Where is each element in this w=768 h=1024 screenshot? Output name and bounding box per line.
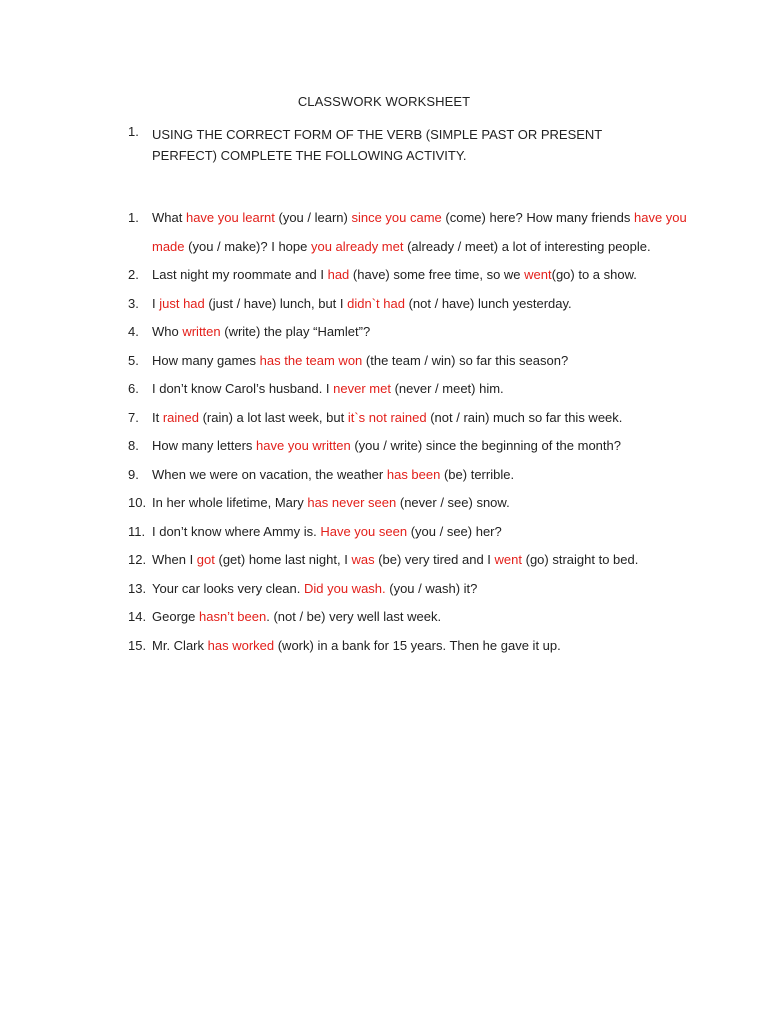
- prompt-text: (just / have) lunch, but I: [204, 295, 348, 311]
- exercise-item: [128, 603, 688, 632]
- item-text: [152, 324, 370, 339]
- item-text: [152, 381, 504, 396]
- item-text: [152, 353, 568, 368]
- prompt-text: Your car looks very clean.: [152, 580, 304, 596]
- item-number: 7.: [128, 409, 139, 425]
- prompt-text: What: [152, 210, 186, 225]
- worksheet-title: CLASSWORK WORKSHEET: [297, 94, 471, 109]
- prompt-text: In her whole lifetime, Mary: [152, 495, 308, 510]
- prompt-text: (already / meet) a lot of interesting people.: [403, 238, 651, 254]
- prompt-text: (get) home last night, I: [214, 552, 352, 567]
- item-number: 13.: [128, 580, 147, 596]
- instruction-number: 1.: [128, 124, 139, 139]
- exercise-item: [128, 432, 688, 461]
- answer-text: written: [182, 324, 221, 339]
- prompt-text: It: [152, 409, 163, 425]
- item-number: 14.: [128, 609, 147, 624]
- answer-text: rained: [162, 409, 199, 425]
- answer-text: Have you seen: [320, 523, 408, 539]
- answer-text: went: [494, 552, 522, 567]
- answer-text: has the team won: [259, 352, 363, 368]
- prompt-text: How many games: [152, 352, 260, 368]
- prompt-text: I don’t know Carol’s husband. I: [152, 381, 334, 396]
- exercise-item: [128, 632, 688, 661]
- item-text: [152, 467, 514, 482]
- exercise-item: [128, 347, 688, 376]
- answer-text: Did you wash.: [303, 580, 386, 596]
- item-number: 10.: [128, 495, 147, 510]
- item-number: 4.: [128, 324, 139, 339]
- prompt-text: (go) straight to bed.: [522, 552, 639, 567]
- instruction-block: [128, 124, 668, 166]
- item-number: 15.: [128, 637, 147, 653]
- item-number: 3.: [128, 295, 139, 311]
- item-text: [152, 581, 477, 596]
- exercise-item: [128, 461, 688, 490]
- prompt-text: (never / see) snow.: [396, 495, 510, 510]
- answer-text: got: [196, 552, 215, 567]
- prompt-text: I: [152, 295, 160, 311]
- item-text: [152, 267, 637, 282]
- item-number: 9.: [128, 466, 139, 482]
- answer-text: hasn’t been: [198, 609, 267, 624]
- prompt-text: When I: [152, 552, 197, 567]
- item-text: [152, 552, 638, 567]
- prompt-text: (you / learn): [274, 210, 352, 225]
- item-text: [152, 638, 561, 653]
- prompt-text: (the team / win) so far this season?: [362, 352, 569, 368]
- prompt-text: I don’t know where Ammy is.: [152, 523, 321, 539]
- prompt-text: (not / have) lunch yesterday.: [404, 295, 572, 311]
- instruction-text: USING THE CORRECT FORM OF THE VERB (SIMPLE PAST OR PRESENT PERFECT) COMPLETE THE FOLLOWING ACTIVITY.: [152, 127, 603, 163]
- answer-text: have you learnt: [185, 210, 275, 225]
- prompt-text: George: [152, 609, 199, 624]
- item-text: [152, 210, 687, 254]
- item-text: [152, 524, 502, 539]
- answer-text: you already met: [310, 238, 404, 254]
- prompt-text: Mr. Clark: [152, 637, 208, 653]
- exercise-item: [128, 575, 688, 604]
- prompt-text: (you / see) her?: [407, 523, 502, 539]
- prompt-text: Last night my roommate and I: [152, 267, 328, 282]
- answer-text: was: [351, 552, 375, 567]
- prompt-text: (not / rain) much so far this week.: [426, 409, 623, 425]
- prompt-text: (you / write) since the beginning of the month?: [350, 438, 621, 453]
- answer-text: had: [327, 267, 350, 282]
- prompt-text: (be) terrible.: [440, 466, 515, 482]
- item-number: 2.: [128, 267, 139, 282]
- item-text: [152, 495, 510, 510]
- exercise-item: [128, 404, 688, 433]
- prompt-text: (you / make)? I hope: [184, 238, 311, 254]
- item-number: 8.: [128, 438, 139, 453]
- exercise-item: [128, 290, 688, 319]
- prompt-text: (work) in a bank for 15 years. Then he gave it up.: [274, 637, 561, 653]
- prompt-text: (go) to a show.: [551, 267, 637, 282]
- prompt-text: How many letters: [152, 438, 257, 453]
- prompt-text: When we were on vacation, the weather: [152, 466, 387, 482]
- prompt-text: (write) the play “Hamlet”?: [220, 324, 371, 339]
- item-number: 11.: [128, 523, 146, 539]
- item-text: [152, 296, 572, 311]
- exercise-item: [128, 261, 688, 290]
- answer-text: didn`t had: [347, 295, 405, 311]
- exercise-item: [128, 318, 688, 347]
- prompt-text: (never / meet) him.: [390, 381, 504, 396]
- answer-text: since you came: [351, 210, 442, 225]
- exercise-item: [128, 518, 688, 547]
- item-text: [152, 609, 441, 624]
- prompt-text: (have) some free time, so we: [349, 267, 525, 282]
- exercise-item: [128, 204, 688, 261]
- exercise-item: [128, 375, 688, 404]
- prompt-text: (come) here? How many friends: [441, 210, 634, 225]
- item-number: 5.: [128, 352, 139, 368]
- answer-text: never met: [333, 381, 391, 396]
- prompt-text: (you / wash) it?: [385, 580, 478, 596]
- answer-text: just had: [159, 295, 205, 311]
- item-number: 6.: [128, 381, 139, 396]
- item-number: 1.: [128, 210, 139, 225]
- answer-text: it`s not rained: [347, 409, 427, 425]
- prompt-text: (be) very tired and I: [374, 552, 495, 567]
- exercise-item: [128, 489, 688, 518]
- exercise-list: [128, 204, 688, 660]
- prompt-text: . (not / be) very well last week.: [266, 609, 442, 624]
- exercise-item: [128, 546, 688, 575]
- item-text: [152, 438, 621, 453]
- item-text: [152, 410, 622, 425]
- item-number: 12.: [128, 552, 147, 567]
- answer-text: has never seen: [307, 495, 397, 510]
- answer-text: have you written: [256, 438, 351, 453]
- prompt-text: (rain) a lot last week, but: [198, 409, 348, 425]
- answer-text: have you made: [152, 210, 687, 254]
- answer-text: has worked: [207, 637, 275, 653]
- answer-text: went: [524, 267, 552, 282]
- answer-text: has been: [386, 466, 441, 482]
- prompt-text: Who: [152, 324, 183, 339]
